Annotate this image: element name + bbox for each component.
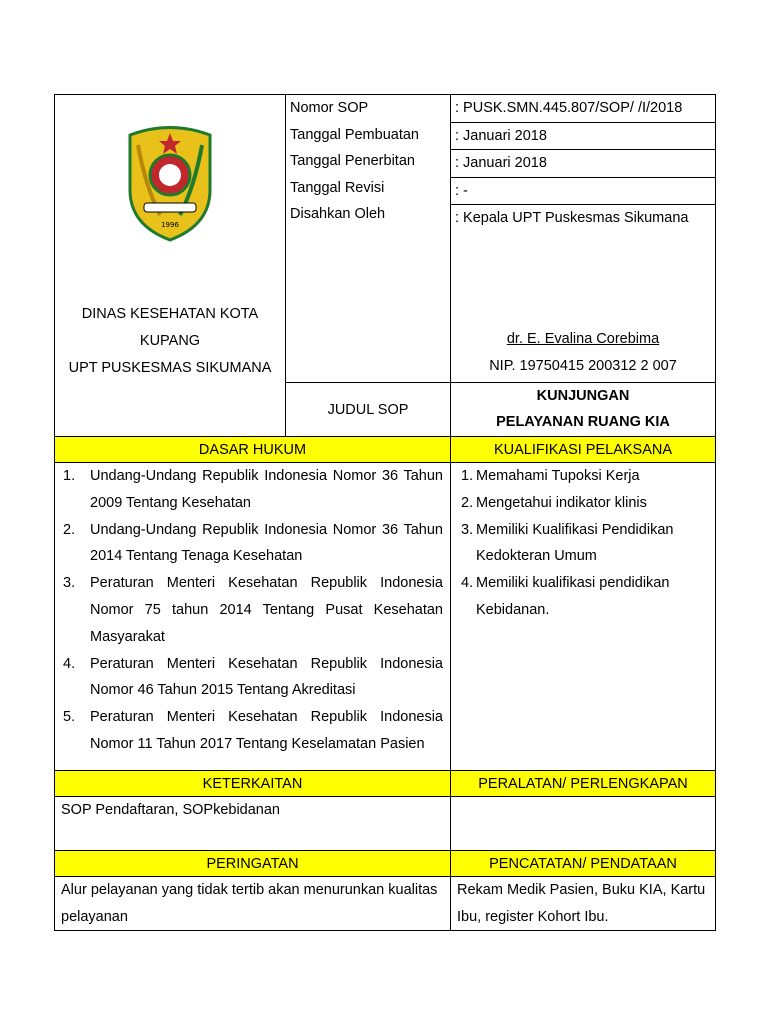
list-item (451, 517, 715, 571)
list-item (55, 570, 450, 650)
kualifikasi-cell (451, 463, 716, 771)
signer-nip: NIP. 19750415 200312 2 007 (489, 357, 677, 374)
list-item (55, 517, 450, 571)
list-item (451, 490, 715, 517)
list-number: 4. (461, 575, 474, 592)
org-line-2: KUPANG (139, 333, 201, 349)
keterkaitan-header: KETERKAITAN (55, 771, 451, 797)
kualifikasi-header: KUALIFIKASI PELAKSANA (451, 437, 716, 463)
meta-label-disahkan: Disahkan Oleh (290, 206, 386, 222)
list-text: Memahami Tupoksi Kerja (476, 468, 640, 484)
meta-labels-cell (286, 95, 451, 383)
org-line-3: UPT PUSKESMAS SIKUMANA (68, 360, 272, 376)
pencatatan-header: PENCATATAN/ PENDATAAN (451, 851, 716, 877)
meta-label-penerbitan: Tanggal Penerbitan (290, 153, 415, 169)
signer-name: dr. E. Evalina Corebima (506, 330, 660, 347)
header-left-cell (55, 95, 286, 437)
kualifikasi-list (451, 463, 715, 624)
list-item (451, 570, 715, 624)
peralatan-header: PERALATAN/ PERLENGKAPAN (451, 771, 716, 797)
dasar-hukum-cell (55, 463, 451, 771)
judul-sop-label: JUDUL SOP (286, 383, 451, 437)
meta-value-pembuatan: : Januari 2018 (451, 123, 715, 151)
sop-table (54, 94, 716, 931)
list-number: 1. (63, 468, 76, 484)
list-text: Peraturan Menteri Kesehatan Republik Indonesia Nomor 46 Tahun 2015 Tentang Akreditasi (90, 655, 443, 699)
pencatatan-text: Rekam Medik Pasien, Buku KIA, Kartu Ibu, register Kohort Ibu. (451, 877, 716, 931)
list-number: 3. (63, 575, 76, 592)
list-text: Undang-Undang Republik Indonesia Nomor 36 Tahun 2009 Tentang Kesehatan (90, 468, 443, 511)
list-number: 4. (63, 655, 76, 672)
list-number: 3. (461, 521, 474, 538)
organization-name (55, 301, 285, 382)
list-number: 5. (63, 709, 76, 726)
list-item (451, 463, 715, 490)
meta-value-disahkan: : Kepala UPT Puskesmas Sikumana (455, 210, 689, 226)
list-item (55, 463, 450, 517)
logo-caption: 1996 (161, 221, 179, 229)
list-text: Peraturan Menteri Kesehatan Republik Indonesia Nomor 11 Tahun 2017 Tentang Keselamatan Pasien (90, 709, 443, 752)
list-number: 1. (461, 468, 474, 484)
peralatan-text (451, 797, 716, 851)
city-emblem-logo (120, 115, 220, 245)
list-item (55, 651, 450, 705)
peringatan-header: PERINGATAN (55, 851, 451, 877)
keterkaitan-text: SOP Pendaftaran, SOPkebidanan (55, 797, 451, 851)
list-number: 2. (461, 494, 474, 511)
signature-block (451, 326, 715, 380)
meta-label-pembuatan: Tanggal Pembuatan (290, 126, 419, 143)
peringatan-text: Alur pelayanan yang tidak tertib akan menurunkan kualitas pelayanan (55, 877, 451, 931)
meta-values-cell (451, 95, 716, 383)
dasar-hukum-header: DASAR HUKUM (55, 437, 451, 463)
judul-sop-title (451, 383, 716, 437)
meta-value-penerbitan: : Januari 2018 (451, 150, 715, 178)
meta-label-revisi: Tanggal Revisi (290, 179, 385, 196)
list-text: Mengetahui indikator klinis (476, 494, 647, 511)
list-number: 2. (63, 521, 76, 538)
judul-title-line-2: PELAYANAN RUANG KIA (496, 414, 670, 430)
meta-value-nomor: : PUSK.SMN.445.807/SOP/ /I/2018 (451, 95, 715, 123)
meta-label-nomor: Nomor SOP (290, 100, 369, 116)
list-text: Memiliki Kualifikasi Pendidikan Kedokteran Umum (476, 521, 674, 565)
list-text: Peraturan Menteri Kesehatan Republik Indonesia Nomor 75 tahun 2014 Tentang Pusat Kesehatan Masyarakat (90, 575, 443, 645)
dasar-hukum-list (55, 463, 450, 758)
list-item (55, 704, 450, 758)
list-text: Memiliki kualifikasi pendidikan Kebidanan. (476, 575, 670, 618)
judul-title-line-1: KUNJUNGAN (536, 388, 630, 404)
org-line-1: DINAS KESEHATAN KOTA (81, 306, 259, 322)
meta-value-revisi: : - (451, 178, 715, 206)
list-text: Undang-Undang Republik Indonesia Nomor 36 Tahun 2014 Tentang Tenaga Kesehatan (90, 521, 443, 565)
